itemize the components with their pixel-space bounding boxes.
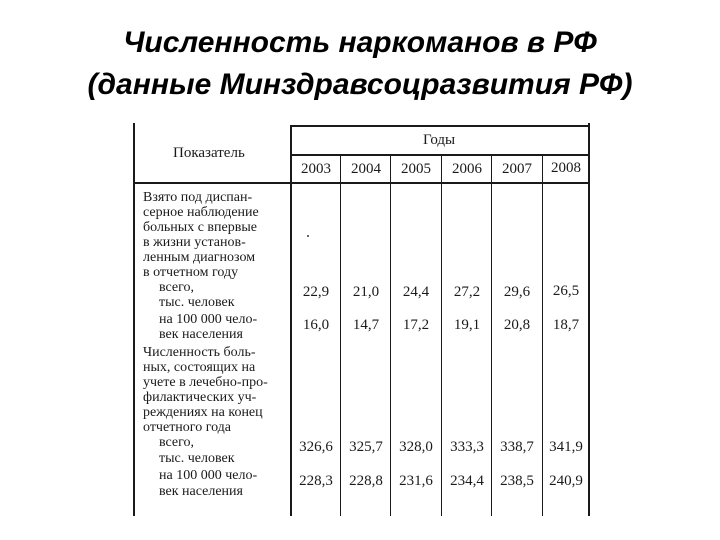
section2-per100k-label: век населения — [159, 484, 243, 499]
value-cell: 17,2 — [402, 317, 430, 333]
value-cell: 228,3 — [299, 473, 333, 489]
slide-title-line-2: (данные Минздравсоцразвития РФ) — [87, 68, 633, 101]
value-cell: 20,8 — [503, 317, 531, 333]
value-cell: 341,9 — [549, 439, 583, 455]
value-cell: 16,0 — [302, 317, 330, 333]
year-2008: 2008 — [551, 160, 581, 176]
value-cell: 231,6 — [399, 473, 433, 489]
header-years: Годы — [423, 132, 456, 148]
scanned-table — [133, 123, 590, 516]
section1-per100k-label: на 100 000 чело- — [159, 312, 258, 327]
table-years-rule — [290, 154, 590, 156]
value-cell: 22,9 — [302, 284, 330, 300]
section1-line: серное наблюдение — [143, 205, 259, 220]
value-cell: 228,8 — [349, 473, 383, 489]
section2-line: филактических уч- — [143, 390, 257, 405]
value-cell: 29,6 — [503, 284, 531, 300]
value-cell: 328,0 — [399, 439, 433, 455]
section2-line: ных, состоящих на — [143, 360, 256, 375]
header-indicator: Показатель — [173, 145, 245, 161]
section1-line: больных с впервые — [143, 220, 257, 235]
value-cell: 26,5 — [552, 283, 580, 299]
value-cell: 325,7 — [349, 439, 383, 455]
value-cell: 326,6 — [299, 439, 333, 455]
value-cell: 234,4 — [450, 473, 484, 489]
scan-speck — [307, 235, 309, 237]
col-divider-5 — [542, 154, 543, 516]
value-cell: 24,4 — [402, 284, 430, 300]
section1-line: Взято под диспан- — [143, 190, 253, 205]
table-top-border — [290, 125, 590, 127]
value-cell: 338,7 — [500, 439, 534, 455]
section2-line: реждениях на конец — [143, 405, 263, 420]
value-cell: 21,0 — [352, 284, 380, 300]
value-cell: 18,7 — [552, 317, 580, 333]
section2-line: учете в лечебно-про- — [143, 375, 268, 390]
col-divider-2 — [390, 154, 391, 516]
year-2004: 2004 — [351, 161, 381, 177]
section2-line: Численность боль- — [143, 345, 256, 360]
value-cell: 333,3 — [450, 439, 484, 455]
value-cell: 27,2 — [453, 284, 481, 300]
slide-title — [0, 22, 720, 106]
col-divider-4 — [491, 154, 492, 516]
section2-line: отчетного года — [143, 420, 232, 435]
section1-line: в отчетном году — [143, 265, 239, 280]
value-cell: 238,5 — [500, 473, 534, 489]
section2-per100k-label: на 100 000 чело- — [159, 468, 258, 483]
section1-total-label: всего, — [159, 280, 195, 295]
section2-total-label: тыс. человек — [159, 451, 235, 466]
value-cell: 240,9 — [549, 473, 583, 489]
value-cell: 19,1 — [453, 317, 481, 333]
col-divider-3 — [441, 154, 442, 516]
section1-total-label: тыс. человек — [159, 295, 235, 310]
section2-total-label: всего, — [159, 435, 195, 450]
section1-line: в жизни установ- — [143, 235, 246, 250]
year-2003: 2003 — [301, 161, 331, 177]
table-header-bottom-rule — [133, 182, 590, 184]
section1-per100k-label: век населения — [159, 327, 243, 342]
col-divider-1 — [340, 154, 341, 516]
year-2007: 2007 — [502, 161, 532, 177]
value-cell: 14,7 — [352, 317, 380, 333]
year-2005: 2005 — [401, 161, 431, 177]
section1-line: ленным диагнозом — [143, 250, 256, 265]
year-2006: 2006 — [452, 161, 482, 177]
slide-title-line-1: Численность наркоманов в РФ — [123, 26, 597, 59]
